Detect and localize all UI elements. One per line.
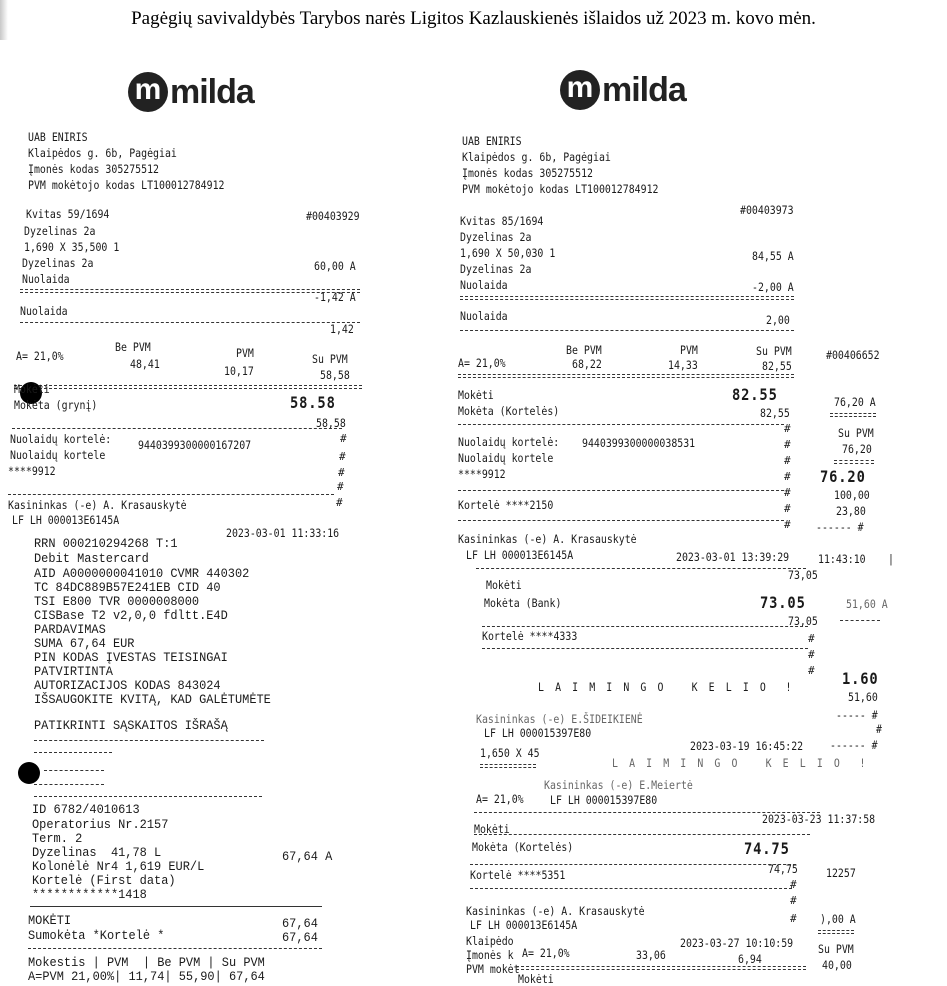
discount-label: Nuolaida (460, 309, 508, 323)
milda-logo-icon: m (560, 70, 600, 110)
sumoketa-amount: 67,64 (282, 930, 318, 945)
moketi-label: MOKĖTI (28, 913, 72, 928)
cashier: Kasininkas (-e) A. Krasauskytė (466, 904, 645, 918)
receipt-id: #00403929 (306, 209, 360, 223)
total-big: 76.20 (820, 467, 866, 486)
col-be-pvm: Be PVM (566, 343, 602, 357)
vat-code: PVM mokėt (466, 962, 520, 976)
bank-line: SUMA 67,64 EUR (34, 636, 135, 651)
moketa-label: Mokėta (Bank) (484, 596, 562, 610)
fiscal-code: LF LH 000015397E80 (550, 793, 658, 807)
bank-line: RRN 000210294268 T:1 (34, 536, 178, 551)
receipt-no: Kvitas 59/1694 (26, 207, 110, 221)
val-su-pvm: 82,55 (762, 359, 792, 373)
fiscal-code: LF LH 000013E6145A (466, 548, 574, 562)
separator (480, 764, 536, 768)
val-su-pvm: 40,00 (822, 958, 852, 972)
separator (458, 520, 784, 521)
hash-mark: # (784, 438, 791, 451)
value: 23,80 (836, 504, 866, 518)
moketi-label: Mokėti (518, 972, 554, 986)
bank-line: CISBase T2 v2,0,0 fdltt.E4D (34, 608, 228, 623)
hash-mark: # (339, 450, 346, 463)
col-be-pvm: Be PVM (115, 340, 151, 354)
card-label: Nuolaidų kortelė: (458, 435, 560, 449)
dash-hash: ----- # (836, 708, 878, 722)
separator (34, 752, 112, 753)
hash-mark: # (876, 722, 882, 736)
card-line: Kortelė (First data) (32, 873, 176, 888)
tax-header: Mokestis | PVM | Be PVM | Su PVM (28, 955, 265, 970)
cashier: Kasininkas (-e) A. Krasauskytė (8, 498, 187, 512)
val-pvm: 10,17 (224, 364, 254, 378)
card-mask: ****9912 (8, 464, 56, 478)
separator (840, 620, 880, 621)
total-small: 82,55 (760, 406, 790, 420)
col-pvm: PVM (236, 346, 254, 360)
hash-mark: # (790, 878, 797, 891)
fiscal-code: LF LH 000015397E80 (484, 726, 592, 740)
separator (34, 740, 264, 741)
code: 12257 (826, 866, 856, 880)
cashier: Kasininkas (-e) E.ŠIDEIKIENĖ (476, 712, 643, 726)
sumoketa-label: Sumokėta *Kortelė * (28, 928, 165, 943)
datetime: 2023-03-27 10:10:59 (680, 936, 794, 950)
mark: | (888, 552, 894, 566)
separator (460, 330, 794, 331)
total-big: 1.60 (842, 669, 879, 688)
item-line: Dyzelinas 2a (460, 230, 532, 244)
company-code: Įmonės kodas 305275512 (462, 166, 594, 180)
hash-mark: # (784, 518, 791, 531)
moketa-label: Mokėta (Kortelės) (472, 840, 574, 854)
datetime: 2023-03-01 13:39:29 (676, 550, 790, 564)
separator (516, 966, 806, 970)
bank-line: PATVIRTINTA (34, 664, 113, 679)
moketi-label: Mokėti (14, 382, 50, 396)
card-number: 9440399300000167207 (138, 438, 252, 452)
card-label: Nuolaidų kortele (458, 451, 554, 465)
amount: 51,60 A (846, 597, 888, 611)
company: UAB ENIRIS (28, 130, 88, 144)
moketa-label: Mokėta (Kortelės) (458, 404, 560, 418)
address: Klaipėdos g. 6b, Pagėgiai (462, 150, 611, 164)
separator (834, 460, 874, 464)
hash-mark: # (337, 480, 344, 493)
receipt-id: #00406652 (826, 348, 880, 362)
separator (458, 424, 784, 425)
separator (20, 289, 360, 293)
qty-line: 1,690 X 50,030 1 (460, 246, 556, 260)
separator (474, 834, 810, 835)
bank-line: PARDAVIMAS (34, 622, 106, 637)
dash-hash: ------ # (816, 520, 864, 534)
fuel-amount: 67,64 A (282, 849, 333, 864)
bank-line: TC 84DC889B57E241EB CID 40 (34, 580, 221, 595)
item-amount: 84,55 A (752, 249, 794, 263)
bank-line: AUTORIZACIJOS KODAS 843024 (34, 678, 221, 693)
col-su-pvm: Su PVM (756, 344, 792, 358)
hash-mark: # (784, 422, 791, 435)
discount-amount: 2,00 (766, 313, 790, 327)
datetime: 2023-03-23 11:37:58 (762, 812, 876, 826)
receipt-no: Kvitas 85/1694 (460, 214, 544, 228)
hole-punch-icon (18, 762, 40, 784)
cashier: Kasininkas (-e) A. Krasauskytė (458, 532, 637, 546)
card-number: 9440399300000038531 (582, 436, 696, 450)
separator (482, 648, 808, 649)
separator (14, 385, 362, 389)
card-mask: ****9912 (458, 467, 506, 481)
moketa-label: Mokėta (grynį) (14, 398, 98, 412)
hash-mark: # (790, 894, 797, 907)
item-line: Dyzelinas 2a (460, 262, 532, 276)
separator (20, 322, 360, 323)
hash-mark: # (784, 454, 791, 467)
term: Term. 2 (32, 831, 83, 846)
company: UAB ENIRIS (462, 134, 522, 148)
milda-logo (128, 72, 254, 112)
col-su-pvm: Su PVM (312, 352, 348, 366)
col-su-pvm: Su PVM (838, 426, 874, 440)
hash-mark: # (790, 912, 797, 925)
vat-code: PVM mokėtojo kodas LT100012784912 (462, 182, 659, 196)
qty-line: 1,650 X 45 (480, 746, 540, 760)
separator (830, 413, 876, 417)
hash-mark: # (340, 432, 347, 445)
milda-logo-word: milda (170, 72, 254, 111)
vat-rate: A= 21,0% (476, 792, 524, 806)
fuel-line: Dyzelinas 41,78 L (32, 845, 162, 860)
total-big: 58.58 (290, 393, 336, 412)
receipt-id: #00403973 (740, 203, 794, 217)
vat-code: PVM mokėtojo kodas LT100012784912 (28, 178, 225, 192)
val-su-pvm: 58,58 (320, 368, 350, 382)
value: 33,06 (636, 948, 666, 962)
card-mask: ************1418 (32, 887, 147, 902)
amount: 76,20 A (834, 395, 876, 409)
separator (34, 796, 262, 797)
vat-rate: A= 21,0% (458, 356, 506, 370)
hash-mark: # (784, 502, 791, 515)
hash-mark: # (784, 470, 791, 483)
laimingo-kelio: L A I M I N G O K E L I O ! (538, 680, 795, 694)
moketi-label: Mokėti (458, 388, 494, 402)
item-line: Dyzelinas 2a (24, 224, 96, 238)
val-be-pvm: 68,22 (572, 357, 602, 371)
kortele: Kortelė ****5351 (470, 868, 566, 882)
tax-row: A=PVM 21,00%| 11,74| 55,90| 67,64 (28, 969, 265, 984)
total-big: 82.55 (732, 385, 778, 404)
separator (28, 948, 322, 949)
separator (8, 494, 334, 495)
cashier: Kasininkas (-e) E.Meiertė (544, 778, 693, 792)
discount-amount: -2,00 A (752, 280, 794, 294)
discount-label: Nuolaida (22, 272, 70, 286)
val-pvm: 14,33 (668, 358, 698, 372)
separator (12, 428, 342, 429)
kortele: Kortelė ****4333 (482, 629, 578, 643)
milda-logo (560, 70, 686, 110)
fiscal-code: LF LH 000013E6145A (470, 918, 578, 932)
discount-label: Nuolaida (460, 278, 508, 292)
vat-rate: A= 21,0% (522, 946, 570, 960)
val-be-pvm: 48,41 (130, 357, 160, 371)
hash-mark: # (784, 486, 791, 499)
milda-logo-word: milda (602, 70, 686, 109)
bank-line: IŠSAUGOKITE KVITĄ, KAD GALĖTUMĖTE (34, 692, 271, 707)
card-label: Nuolaidų kortelė: (10, 432, 112, 446)
discount-label: Nuolaida (20, 304, 68, 318)
separator (482, 626, 808, 627)
laimingo-kelio: L A I M I N G O K E L I O ! (612, 756, 869, 770)
address: Klaipėdo (466, 934, 514, 948)
separator (44, 770, 104, 771)
company-code: Įmonės kodas 305275512 (28, 162, 160, 176)
val-su-pvm: 76,20 (842, 442, 872, 456)
total-small: 74,75 (768, 862, 798, 876)
hash-mark: # (808, 648, 815, 661)
datetime: 2023-03-19 16:45:22 (690, 739, 804, 753)
col-su-pvm: Su PVM (818, 942, 854, 956)
vat-rate: A= 21,0% (16, 349, 64, 363)
moketi-label: Mokėti (474, 822, 510, 836)
separator (460, 296, 794, 300)
separator (34, 784, 104, 785)
separator (476, 568, 806, 569)
separator (818, 930, 854, 934)
time: 11:43:10 (818, 552, 866, 566)
value: 6,94 (738, 952, 762, 966)
total-big: 74.75 (744, 839, 790, 858)
hash-mark: # (338, 466, 345, 479)
company-code: Įmonės k (466, 948, 514, 962)
item-amount: 60,00 A (314, 259, 356, 273)
total-big: 73.05 (760, 593, 806, 612)
bank-line: AID A0000000041010 CVMR 440302 (34, 566, 250, 581)
moketi-label: Mokėti (486, 578, 522, 592)
value: 51,60 (848, 690, 878, 704)
id-line: ID 6782/4010613 (32, 802, 140, 817)
datetime: 2023-03-01 11:33:16 (226, 526, 340, 540)
amount: 73,05 (788, 568, 818, 582)
bank-line: TSI E800 TVR 0000008000 (34, 594, 200, 609)
separator (470, 864, 796, 865)
discount-amount: 1,42 (330, 322, 354, 336)
operator: Operatorius Nr.2157 (32, 817, 169, 832)
hash-mark: # (808, 632, 815, 645)
kortele: Kortelė ****2150 (458, 498, 554, 512)
hash-mark: # (336, 496, 343, 509)
col-pvm: PVM (680, 343, 698, 357)
separator (458, 374, 794, 378)
item-line: Dyzelinas 2a (22, 256, 94, 270)
dash-hash: ------ # (830, 738, 878, 752)
qty-line: 1,690 X 35,500 1 (24, 240, 120, 254)
address: Klaipėdos g. 6b, Pagėgiai (28, 146, 177, 160)
bank-line: Debit Mastercard (34, 551, 149, 566)
bank-line: PIN KODAS ĮVESTAS TEISINGAI (34, 650, 228, 665)
value: 100,00 (834, 488, 870, 502)
pump-line: Kolonėlė Nr4 1,619 EUR/L (32, 859, 205, 874)
hash-mark: # (808, 664, 815, 677)
total-small: 58,58 (316, 416, 346, 430)
page-title: Pagėgių savivaldybės Tarybos narės Ligitos Kazlauskienės išlaidos už 2023 m. kovo mėn. (131, 8, 816, 29)
fiscal-code: LF LH 000013E6145A (12, 513, 120, 527)
separator (30, 906, 322, 907)
discount-amount: -1,42 A (314, 290, 356, 304)
amount: ),00 A (820, 912, 856, 926)
moketi-amount: 67,64 (282, 916, 318, 931)
separator (458, 490, 784, 491)
milda-logo-icon: m (128, 72, 168, 112)
bank-line: PATIKRINTI SĄSKAITOS IŠRAŠĄ (34, 718, 228, 733)
card-label: Nuolaidų kortele (10, 448, 106, 462)
separator (470, 888, 792, 889)
total-small: 73,05 (788, 614, 818, 628)
